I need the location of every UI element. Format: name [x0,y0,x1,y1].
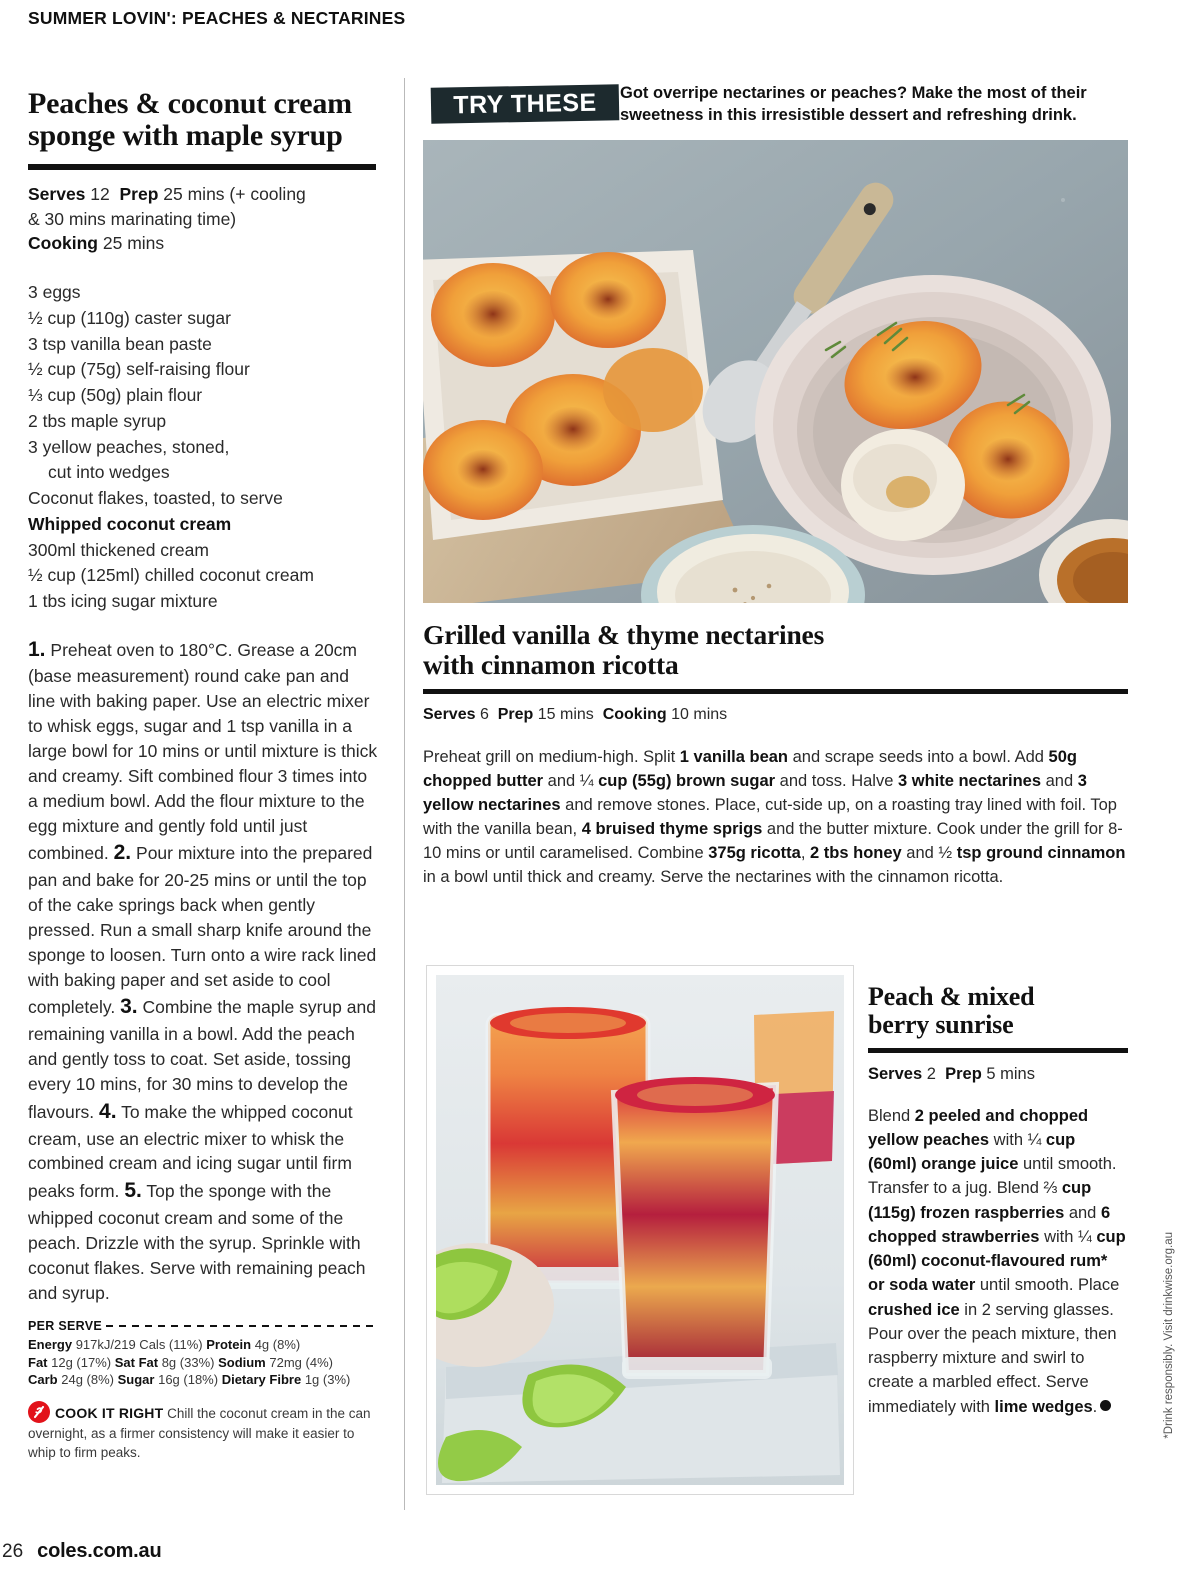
drinkwise-credit: *Drink responsibly. Visit drinkwise.org.au [1163,1232,1175,1439]
ingredient-item: ½ cup (125ml) chilled coconut cream [28,565,314,586]
try-these-badge [431,84,620,124]
step-text: Preheat oven to 180°C. Grease a 20cm (base measurement) round cake pan and line with baking paper. Use an electric mixer to whisk eggs, sugar and 1 tsp vanilla in a large bowl for 10 mins or until mixture is thick and creamy. Sift combined flour 3 times into a medium bowl. Add the flour mixture to the egg mixture and gently fold until just combined. [28,639,378,864]
title-rule [28,164,376,170]
site-url: coles.com.au [37,1540,162,1562]
ingredient-item: 300ml thickened cream [28,539,209,560]
tip-label: COOK IT RIGHT [55,1405,164,1422]
step-text: Pour mixture into the prepared pan and bake for 20-25 mins or until the top of the cake springs back when gently pressed. Run a small sharp knife around the sponge to loosen. Turn onto a wire rack lined with baking paper and set aside to cool completely. [28,843,377,1018]
ingredient-item: cut into wedges [48,462,170,483]
ingredient-item: 1 tbs icing sugar mixture [28,590,218,611]
right-recipe-meta: Serves 2 Prep 5 mins [868,1065,1035,1084]
mid-title-rule [423,689,1128,694]
main-recipe-column [28,88,378,1462]
nutrition-values [28,1336,378,1388]
peach-berry-sunrise-photo [436,975,844,1485]
ingredient-item: 3 eggs [28,282,81,303]
page-footer [2,1540,161,1563]
mid-recipe-body: Preheat grill on medium-high. Split 1 vanilla bean and scrape seeds into a bowl. Add 50g chopped butter and ¼ cup (55g) brown sugar and toss. Halve 3 white nectarines and 3 yellow nectarines and remove stones. Place, cut-side up, on a roasting tray lined with foil. Top with the vanilla bean, 4 bruised thyme sprigs and the butter mixture. Cook under the grill for 8-10 mins or until caramelised. Combine 375g ricotta, 2 tbs honey and ½ tsp ground cinnamon in a bowl until thick and creamy. Serve the nectarines with the cinnamon ricotta. [423,748,1126,887]
ingredient-subheading: Whipped coconut cream [28,513,232,534]
running-head: SUMMER LOVIN': PEACHES & NECTARINES [28,8,406,28]
main-recipe-title: Peaches & coconut cream sponge with maple syrup [28,87,352,153]
nutrition-panel [28,1319,378,1388]
end-of-article-dot [1100,1400,1111,1411]
page-number: 26 [2,1541,24,1562]
right-recipe-text: Blend 2 peeled and chopped yellow peaches with ¼ cup (60ml) orange juice until smooth. Transfer to a jug. Blend ⅔ cup (115g) frozen raspberries and 6 chopped strawberries with ¼ cup (60ml) coconut-flavoured rum* or soda water until smooth. Place crushed ice in 2 serving glasses. Pour over the peach mixture, then raspberry mixture and swirl to create a marbled effect. Serve immediately with lime wedges. [868,1106,1126,1416]
mid-recipe-meta: Serves 6 Prep 15 mins Cooking 10 mins [423,706,728,724]
nutrition-row: Fat 12g (17%) Sat Fat 8g (33%) Sodium 72mg (4%) [28,1354,333,1370]
tip-text: Chill the coconut cream in the can overnight, as a firmer consistency will make it easier to whip to firm peaks. [28,1406,371,1461]
right-recipe-block [868,983,1128,1419]
step-text: Combine the maple syrup and remaining vanilla in a bowl. Add the peach and gently toss to coat. Set aside, tossing every 10 mins, for 30 mins to develop the flavours. [28,997,376,1122]
ingredient-list [28,280,378,614]
whisk-icon [28,1401,50,1423]
ingredient-item: Coconut flakes, toasted, to serve [28,488,283,509]
nutrition-row: Energy 917kJ/219 Cals (11%) Protein 4g (8%) [28,1337,301,1353]
main-recipe-meta: Serves 12 Prep 25 mins (+ cooling & 30 mins marinating time) Cooking 25 mins [28,183,306,254]
dashed-rule [106,1325,378,1327]
right-title-rule [868,1048,1128,1053]
try-these-intro: Got overripe nectarines or peaches? Make the most of their sweetness in this irresistible dessert and refreshing drink. [620,84,1087,125]
step-number: 2. [113,841,132,865]
column-divider [404,78,405,1510]
ingredient-item: 2 tbs maple syrup [28,410,167,431]
mid-recipe-title: Grilled vanilla & thyme nectarines with cinnamon ricotta [423,619,825,680]
step-number: 3. [120,995,138,1019]
ingredient-item: ½ cup (75g) self-raising flour [28,359,250,380]
step-text: Top the sponge with the whipped coconut cream and some of the peach. Drizzle with the syrup. Sprinkle with coconut flakes. Serve with remaining peach and syrup. [28,1181,366,1303]
step-number: 5. [124,1179,142,1203]
drink-photo-frame [426,965,854,1495]
ingredient-item: 3 tsp vanilla bean paste [28,333,212,354]
ingredient-item: 3 yellow peaches, stoned, [28,436,230,457]
nutrition-row: Carb 24g (8%) Sugar 16g (18%) Dietary Fibre 1g (3%) [28,1372,351,1387]
step-text: To make the whipped coconut cream, use an electric mixer to whisk the combined cream and icing sugar until firm peaks form. [28,1101,353,1202]
step-number: 4. [99,1099,117,1123]
ingredient-item: ½ cup (110g) caster sugar [28,308,231,329]
right-recipe-body [868,1104,1128,1419]
method-steps [28,635,378,1306]
nutrition-heading: PER SERVE [28,1319,378,1333]
right-recipe-title: Peach & mixed berry sunrise [868,982,1035,1040]
try-these-label: TRY THESE [453,88,597,119]
ingredient-item: ⅓ cup (50g) plain flour [28,385,203,406]
grilled-nectarines-photo [423,140,1128,603]
step-number: 1. [28,637,46,661]
cook-it-right-tip [28,1401,378,1462]
mid-recipe-block [423,620,1128,890]
